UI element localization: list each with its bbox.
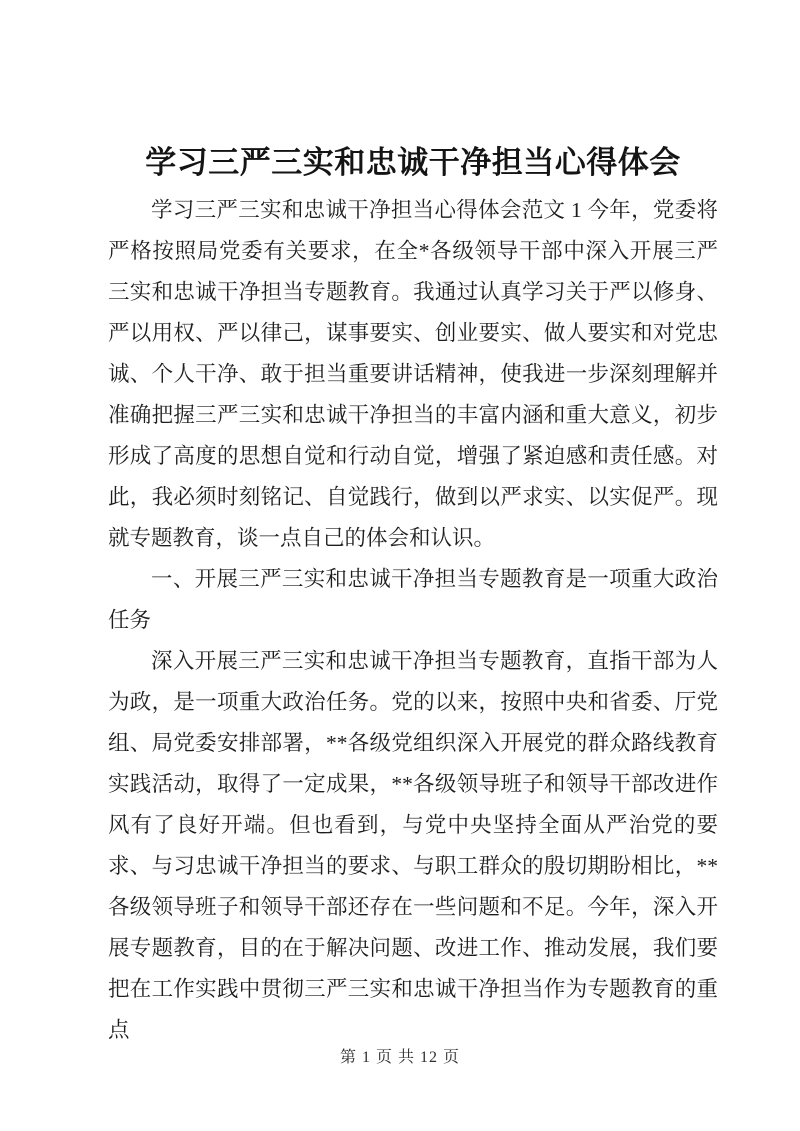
page-footer [0,1044,800,1067]
document-body [108,190,718,1051]
paragraph: 学习三严三实和忠诚干净担当心得体会范文 1 今年，党委将严格按照局党委有关要求，在全*各级领导干部中深入开展三严三实和忠诚干净担当专题教育。我通过认真学习关于严以修身、严以用权、严以律己，谋事要实、创业要实、做人要实和对党忠诚、个人干净、敢于担当重要讲话精神，使我进一步深刻理解并准确把握三严三实和忠诚干净担当的丰富内涵和重大意义，初步形成了高度的思想自觉和行动自觉，增强了紧迫感和责任感。对此，我必须时刻铭记、自觉践行，做到以严求实、以实促严。现就专题教育，谈一点自己的体会和认识。 [108,198,718,550]
paragraph: 一、开展三严三实和忠诚干净担当专题教育是一项重大政治任务 [108,567,718,632]
page-number-label: 第 1 页 共 12 页 [339,1049,460,1066]
document-title: 学习三严三实和忠诚干净担当心得体会 [145,145,681,180]
paragraph: 深入开展三严三实和忠诚干净担当专题教育，直指干部为人为政，是一项重大政治任务。党的以来，按照中央和省委、厅党组、局党委安排部署，**各级党组织深入开展党的群众路线教育实践活动，取得了一定成果，**各级领导班子和领导干部改进作风有了良好开端。但也看到，与党中央坚持全面从严治党的要求、与习忠诚干净担当的要求、与职工群众的殷切期盼相比，**各级领导班子和领导干部还存在一些问题和不足。今年，深入开展专题教育，目的在于解决问题、改进工作、推动发展，我们要把在工作实践中贯彻三严三实和忠诚干净担当作为专题教育的重点 [108,649,718,1042]
